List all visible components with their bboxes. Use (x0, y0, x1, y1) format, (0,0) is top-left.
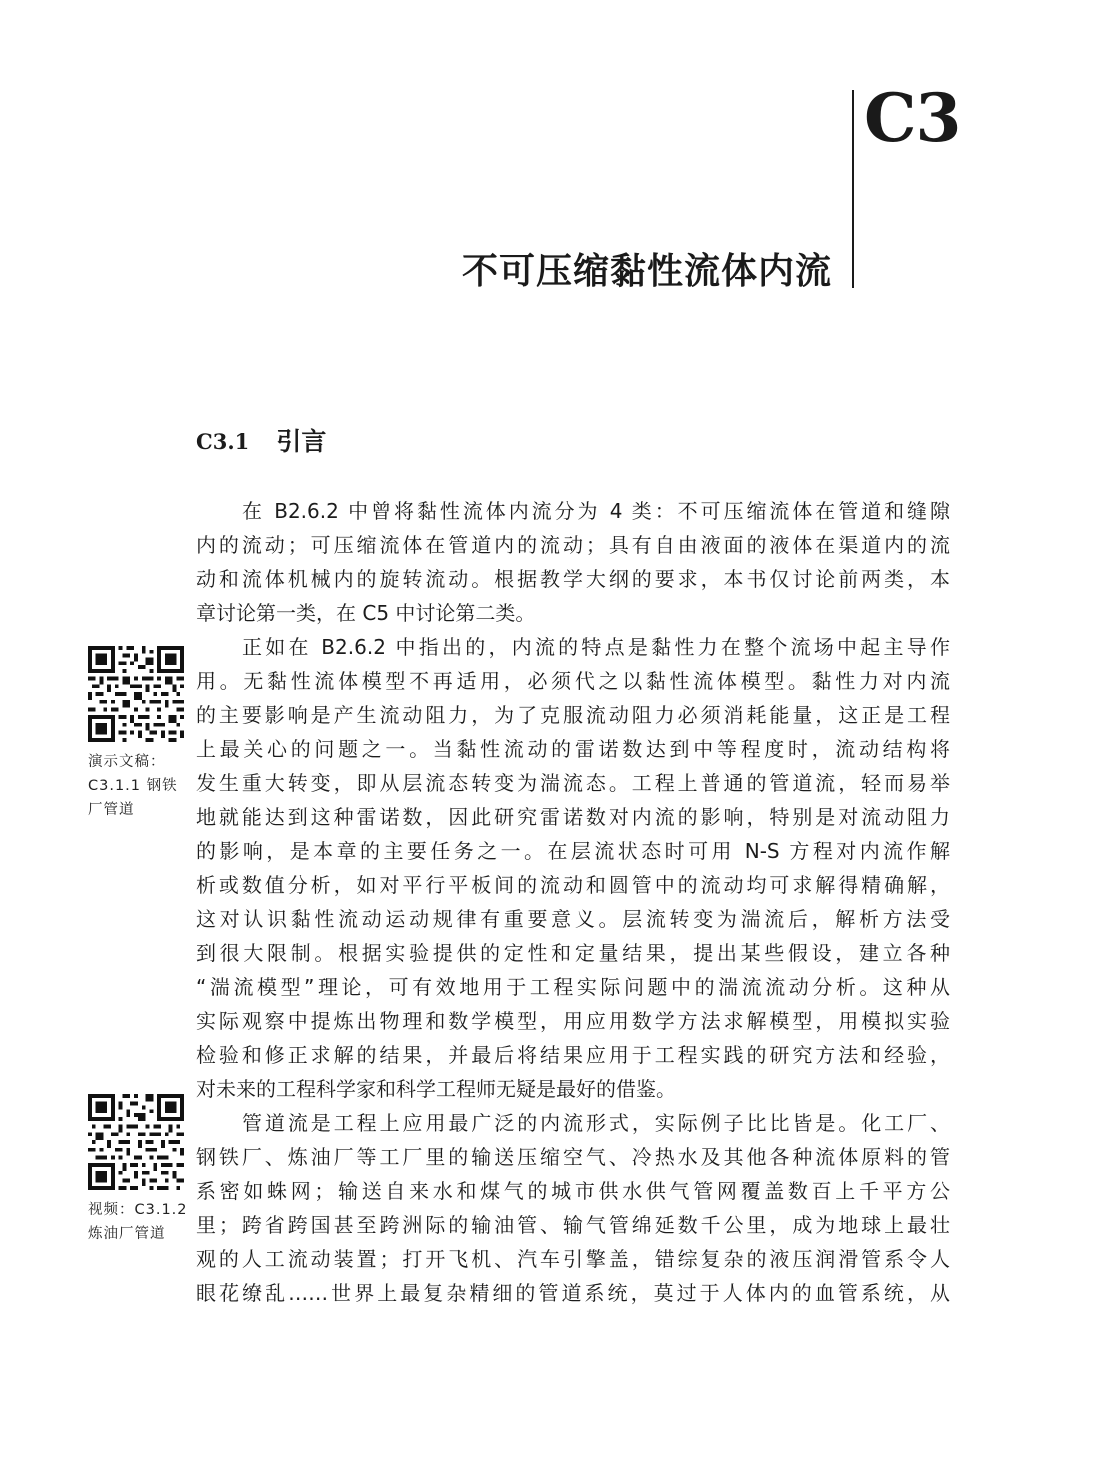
text-line: 眼花缭乱……世界上最复杂精细的管道系统，莫过于人体内的血管系统，从 (196, 1281, 950, 1305)
qr-code-icon[interactable] (88, 646, 184, 742)
text-line: 的主要影响是产生流动阻力，为了克服流动阻力必须消耗能量，这正是工程 (196, 703, 950, 727)
qr-caption (88, 750, 188, 822)
paragraph-1 (196, 494, 950, 630)
body-text (196, 494, 950, 1310)
text-line: 在 B2.6.2 中曾将黏性流体内流分为 4 类：不可压缩流体在管道和缝隙 (242, 499, 950, 523)
margin-note-video (88, 1094, 188, 1246)
qr-code-icon[interactable] (88, 1094, 184, 1190)
margin-note-presentation (88, 646, 188, 822)
chapter-title: 不可压缩黏性流体内流 (461, 251, 832, 292)
text-line: 发生重大转变，即从层流态转变为湍流态。工程上普通的管道流，轻而易举 (196, 771, 950, 795)
section-title: 引言 (276, 427, 327, 456)
text-line: 实际观察中提炼出物理和数学模型，用应用数学方法求解模型，用模拟实验 (196, 1009, 950, 1033)
text-line: 内的流动；可压缩流体在管道内的流动；具有自由液面的液体在渠道内的流 (196, 533, 950, 557)
text-line: 到很大限制。根据实验提供的定性和定量结果，提出某些假设，建立各种 (196, 941, 950, 965)
chapter-divider-rule (852, 90, 854, 288)
text-line: 管道流是工程上应用最广泛的内流形式，实际例子比比皆是。化工厂、 (242, 1111, 950, 1135)
text-line: 这对认识黏性流动运动规律有重要意义。层流转变为湍流后，解析方法受 (196, 907, 950, 931)
text-line: 检验和修正求解的结果，并最后将结果应用于工程实践的研究方法和经验， (196, 1043, 950, 1067)
text-line: 对未来的工程科学家和科学工程师无疑是最好的借鉴。 (196, 1077, 676, 1101)
text-line: 上最关心的问题之一。当黏性流动的雷诺数达到中等程度时，流动结构将 (196, 737, 950, 761)
text-line: 析或数值分析，如对平行平板间的流动和圆管中的流动均可求解得精确解， (196, 873, 950, 897)
qr-caption-line: 厂管道 (88, 802, 135, 818)
text-line: 地就能达到这种雷诺数，因此研究雷诺数对内流的影响，特别是对流动阻力 (196, 805, 950, 829)
text-line: 里；跨省跨国甚至跨洲际的输油管、输气管绵延数千公里，成为地球上最壮 (196, 1213, 950, 1237)
section-number: C3.1 (196, 429, 250, 454)
qr-caption-line: 视频：C3.1.2 (88, 1202, 188, 1218)
chapter-number: C3 (864, 79, 961, 157)
text-line: 章讨论第一类，在 C5 中讨论第二类。 (196, 601, 536, 625)
qr-caption-line: 演示文稿： (88, 754, 166, 770)
text-line: 用。无黏性流体模型不再适用，必须代之以黏性流体模型。黏性力对内流 (196, 669, 950, 693)
text-line: 动和流体机械内的旋转流动。根据教学大纲的要求，本书仅讨论前两类，本 (196, 567, 950, 591)
section-heading (196, 424, 326, 460)
paragraph-3 (196, 1106, 950, 1310)
qr-caption-line: C3.1.1 钢铁 (88, 778, 178, 794)
text-line: 正如在 B2.6.2 中指出的，内流的特点是黏性力在整个流场中起主导作 (242, 635, 950, 659)
text-line: 系密如蛛网；输送自来水和煤气的城市供水供气管网覆盖数百上千平方公 (196, 1179, 950, 1203)
qr-caption (88, 1198, 188, 1246)
qr-caption-line: 炼油厂管道 (88, 1226, 166, 1242)
text-line: “湍流模型”理论，可有效地用于工程实际问题中的湍流流动分析。这种从 (196, 975, 950, 999)
text-line: 观的人工流动装置；打开飞机、汽车引擎盖，错综复杂的液压润滑管系令人 (196, 1247, 950, 1271)
paragraph-2 (196, 630, 950, 1106)
text-line: 的影响，是本章的主要任务之一。在层流状态时可用 N-S 方程对内流作解 (196, 839, 950, 863)
text-line: 钢铁厂、炼油厂等工厂里的输送压缩空气、冷热水及其他各种流体原料的管 (196, 1145, 950, 1169)
